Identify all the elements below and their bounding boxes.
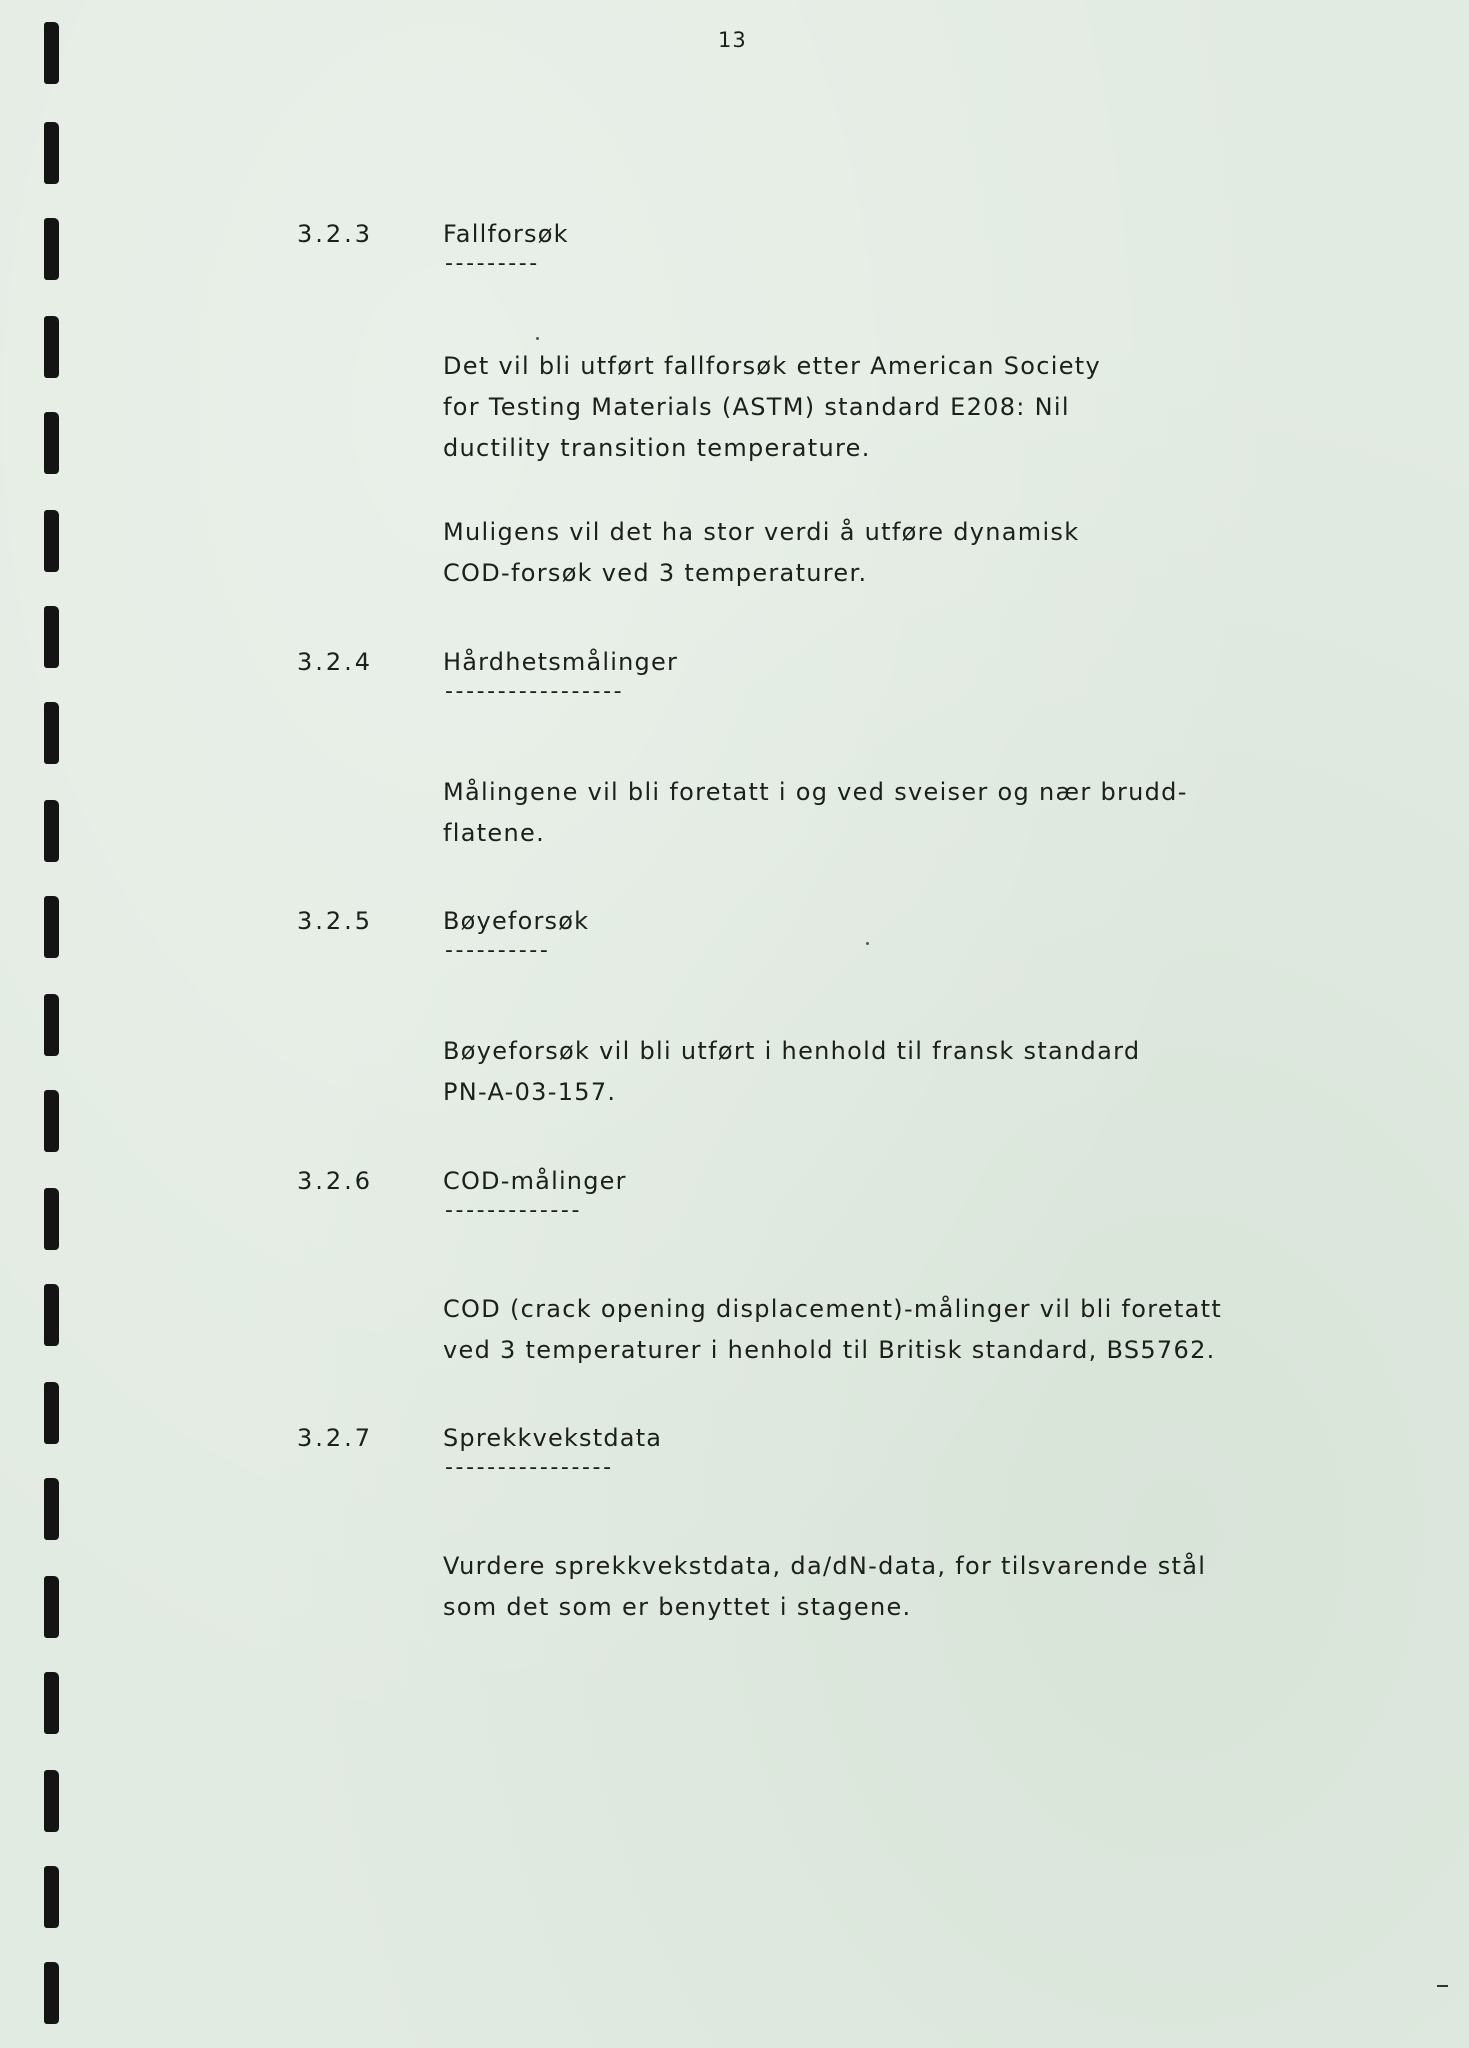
punch-hole: [44, 1770, 59, 1832]
punch-hole: [44, 218, 59, 280]
section-paragraph: [443, 346, 1101, 469]
section-number: 3.2.4: [297, 648, 374, 676]
section-underline: ----------: [445, 938, 551, 963]
section-title: Hårdhetsmålinger: [443, 648, 679, 676]
section-title: Bøyeforsøk: [443, 907, 590, 935]
section-paragraph: [443, 1031, 1140, 1113]
punch-hole: [44, 1962, 59, 2024]
paragraph-line: COD (crack opening displacement)-målinger vil bli foretatt: [443, 1295, 1223, 1323]
section-number: 3.2.3: [297, 220, 374, 248]
section-underline: -------------: [445, 1198, 583, 1223]
punch-hole: [44, 122, 59, 184]
paragraph-line: Det vil bli utført fallforsøk etter American Society: [443, 352, 1101, 380]
punch-hole: [44, 994, 59, 1056]
punch-hole: [44, 702, 59, 764]
punch-hole: [44, 800, 59, 862]
section-title: Sprekkvekstdata: [443, 1424, 663, 1452]
paragraph-line: Vurdere sprekkvekstdata, da/dN-data, for tilsvarende stål: [443, 1552, 1207, 1580]
section-underline: ---------: [445, 251, 540, 276]
punch-hole: [44, 316, 59, 378]
section-number: 3.2.5: [297, 907, 374, 935]
section-title: Fallforsøk: [443, 220, 569, 248]
section-underline: -----------------: [445, 679, 625, 704]
section-number: 3.2.6: [297, 1167, 374, 1195]
punch-hole: [44, 1866, 59, 1928]
paper-speck: [536, 337, 539, 340]
punch-hole: [44, 22, 59, 84]
paragraph-line: ductility transition temperature.: [443, 434, 871, 462]
edge-mark: [1437, 1985, 1448, 1987]
paragraph-line: Målingene vil bli foretatt i og ved sveiser og nær brudd-: [443, 778, 1188, 806]
paragraph-line: Bøyeforsøk vil bli utført i henhold til fransk standard: [443, 1037, 1141, 1065]
section-paragraph: [443, 772, 1188, 854]
paragraph-line: for Testing Materials (ASTM) standard E208: Nil: [443, 393, 1070, 421]
punch-hole: [44, 1672, 59, 1734]
section-underline: ----------------: [445, 1455, 614, 1480]
punch-hole: [44, 606, 59, 668]
paragraph-line: PN-A-03-157.: [443, 1078, 617, 1106]
section-title: COD-målinger: [443, 1167, 627, 1195]
punch-hole: [44, 1284, 59, 1346]
punch-hole: [44, 412, 59, 474]
paragraph-line: COD-forsøk ved 3 temperaturer.: [443, 559, 868, 587]
section-number: 3.2.7: [297, 1424, 374, 1452]
punch-hole: [44, 1090, 59, 1152]
punch-hole: [44, 510, 59, 572]
punch-hole-strip: [44, 0, 68, 2048]
punch-hole: [44, 1382, 59, 1444]
punch-hole: [44, 896, 59, 958]
section-paragraph: [443, 1289, 1222, 1371]
paragraph-line: Muligens vil det ha stor verdi å utføre dynamisk: [443, 518, 1080, 546]
punch-hole: [44, 1188, 59, 1250]
page-number: 13: [718, 28, 747, 52]
paragraph-line: ved 3 temperaturer i henhold til Britisk standard, BS5762.: [443, 1336, 1216, 1364]
paragraph-line: som det som er benyttet i stagene.: [443, 1593, 912, 1621]
paper-speck: [866, 942, 869, 945]
paragraph-line: flatene.: [443, 819, 546, 847]
punch-hole: [44, 1576, 59, 1638]
section-paragraph: [443, 512, 1079, 594]
punch-hole: [44, 1478, 59, 1540]
section-paragraph: [443, 1546, 1206, 1628]
